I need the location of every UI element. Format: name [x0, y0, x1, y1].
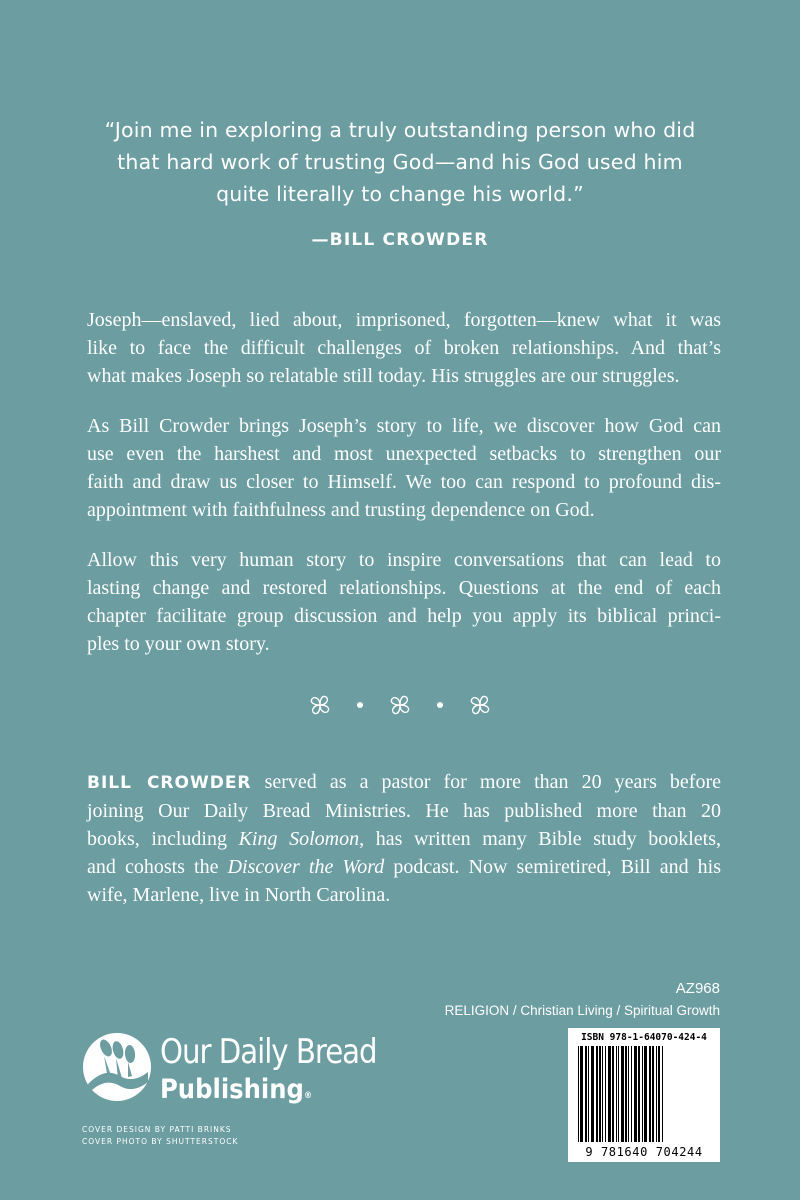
barcode-bars	[576, 1046, 712, 1142]
barcode-bar	[656, 1046, 657, 1142]
divider-dot	[437, 702, 443, 708]
barcode-bar	[616, 1046, 617, 1142]
ornament-icon	[469, 694, 491, 716]
description-line: Allow this very human story to inspire conversations that can lead to	[87, 549, 721, 571]
barcode-bar	[642, 1046, 643, 1142]
barcode-bar	[605, 1046, 606, 1142]
barcode-bar	[662, 1046, 663, 1142]
description-paragraph	[87, 412, 721, 524]
barcode-bar	[618, 1046, 619, 1142]
bisac-category: RELIGION / Christian Living / Spiritual Growth	[444, 1003, 720, 1018]
barcode-bar	[621, 1046, 624, 1142]
endorsement-quote	[60, 114, 740, 210]
publisher-logo	[82, 1032, 402, 1112]
bio-line: BILL CROWDER served as a pastor for more than 20 years before	[87, 771, 722, 793]
book-description	[87, 306, 721, 680]
description-line: ples to your own story.	[87, 633, 270, 655]
barcode-bar	[658, 1046, 660, 1142]
description-line: lasting change and restored relationships. Questions at the end of each	[87, 577, 721, 599]
design-credit: COVER DESIGN BY PATTI BRINKS	[82, 1125, 232, 1134]
ornament-icon	[309, 694, 331, 716]
quote-line: that hard work of trusting God—and his God used him	[117, 150, 683, 174]
description-line: chapter facilitate group discussion and help you apply its biblical princi-	[87, 605, 721, 627]
barcode-bar	[649, 1046, 651, 1142]
description-line: what makes Joseph so relatable still today. His struggles are our struggles.	[87, 365, 680, 387]
description-paragraph	[87, 546, 721, 658]
barcode-bar	[591, 1046, 594, 1142]
description-line: like to face the difficult challenges of broken relationships. And that’s	[87, 337, 721, 359]
description-line: faith and draw us closer to Himself. We too can respond to profound dis-	[87, 471, 721, 493]
description-line: use even the harshest and most unexpected setbacks to strengthen our	[87, 443, 721, 465]
quote-attribution: —BILL CROWDER	[311, 230, 489, 250]
barcode-bar	[631, 1046, 632, 1142]
bio-line: wife, Marlene, live in North Carolina.	[87, 884, 391, 906]
podcast-title: Discover the Word	[227, 856, 385, 878]
barcode-bar	[652, 1046, 654, 1142]
publisher-subname: Publishing®	[160, 1074, 313, 1105]
description-line: appointment with faithfulness and trusting dependence on God.	[87, 499, 595, 521]
isbn-label: ISBN 978-1-64070-424-4	[581, 1032, 707, 1043]
registered-mark: ®	[303, 1091, 313, 1101]
photo-credit: COVER PHOTO BY SHUTTERSTOCK	[82, 1137, 239, 1146]
barcode-bar	[588, 1046, 589, 1142]
bio-line: books, including King Solomon, has written many Bible study booklets,	[87, 828, 721, 850]
barcode-bar	[612, 1046, 614, 1142]
ornament-icon	[389, 694, 411, 716]
barcode-bar	[585, 1046, 587, 1142]
author-bio	[87, 768, 721, 909]
divider-dot	[357, 702, 363, 708]
description-line: Joseph—enslaved, lied about, imprisoned, forgotten—knew what it was	[87, 309, 721, 331]
barcode-bar	[608, 1046, 611, 1142]
barcode-bar	[634, 1046, 637, 1142]
cover-credits	[82, 1124, 238, 1148]
ornamental-divider	[0, 694, 800, 716]
author-name: BILL CROWDER	[87, 773, 252, 793]
publisher-name: Our Daily Bread	[160, 1032, 377, 1072]
barcode-bar	[628, 1046, 629, 1142]
product-code: AZ968	[675, 980, 720, 997]
barcode-bar	[638, 1046, 640, 1142]
bio-line: and cohosts the Discover the Word podcast. Now semiretired, Bill and his	[87, 856, 722, 878]
isbn-barcode	[568, 1028, 720, 1162]
bio-line: joining Our Daily Bread Ministries. He has published more than 20	[87, 800, 721, 822]
barcode-bar	[625, 1046, 627, 1142]
barcode-bar	[602, 1046, 603, 1142]
barcode-bar	[596, 1046, 598, 1142]
barcode-bar	[644, 1046, 647, 1142]
barcode-digits: 9 781640 704244	[585, 1145, 703, 1159]
quote-line: “Join me in exploring a truly outstanding person who did	[104, 118, 696, 142]
quote-line: quite literally to change his world.”	[216, 182, 584, 206]
barcode-bar	[578, 1046, 579, 1142]
wheat-logo-icon	[82, 1032, 152, 1102]
barcode-bar	[580, 1046, 583, 1142]
description-paragraph	[87, 306, 721, 390]
book-title: King Solomon	[238, 828, 360, 850]
barcode-bar	[599, 1046, 601, 1142]
description-line: As Bill Crowder brings Joseph’s story to life, we discover how God can	[87, 415, 721, 437]
